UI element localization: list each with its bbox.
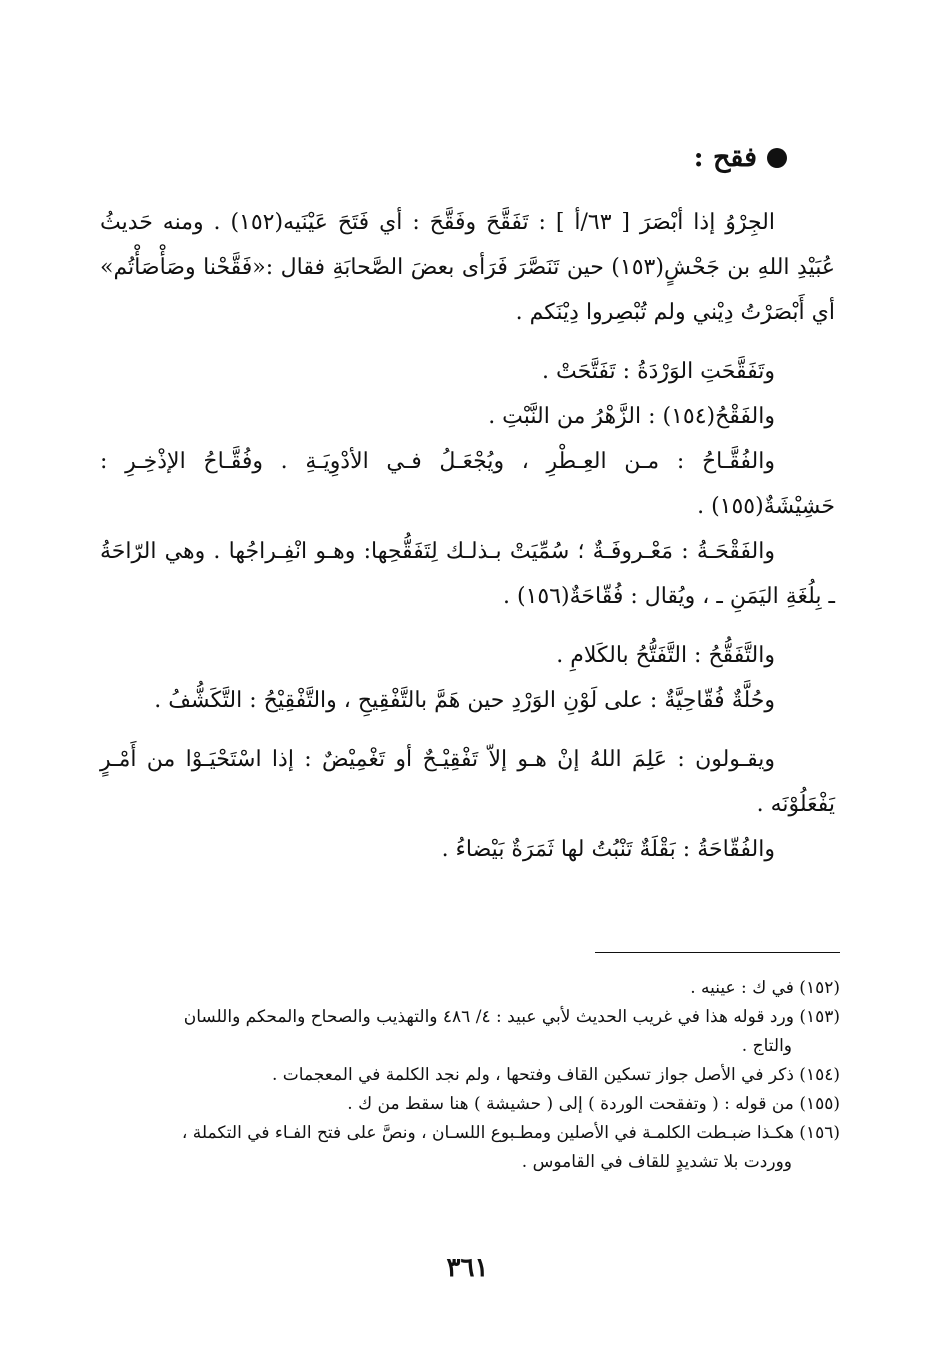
page-number: ٣٦١: [446, 1253, 489, 1283]
footnote-153: (١٥٣) ورد قوله هذا في غريب الحديث لأبي عبيد : ٤/ ٤٨٦ والتهذيب والصحاح والمحكم واللسان: [183, 1007, 840, 1027]
entry-body: [100, 200, 835, 872]
entry-heading-text: فقح :: [693, 142, 757, 173]
paragraph-alfaqh: والفَقْحُ(١٥٤) : الزَّهْرُ من النَّبْتِ .: [488, 404, 775, 429]
paragraph-alfuqqaha: والفُقّاحَةُ : بَقْلَةٌ تَنْبُتُ لها ثَمَرَةٌ بَيْضاءُ .: [441, 837, 775, 862]
footnote-154: (١٥٤) ذكر في الأصل جواز تسكين القاف وفتحها ، ولم نجد الكلمة في المعجمات .: [271, 1065, 840, 1085]
footnote-156: (١٥٦) هكـذا ضبـطت الكلمـة في الأصلين ومطـبوع اللسـان ، ونصَّ على فتح الفـاء في التكملة ،: [181, 1123, 840, 1143]
bullet-icon: [767, 148, 787, 168]
paragraph-tafaqqahat: وتَفَقَّحَتِ الوَرْدَةُ : تَفَتَّحَتْ .: [541, 359, 775, 384]
paragraph-altafaqquh: والتَّفَقُّحُ : التَّفَتُّحُ بالكَلامِ .: [556, 643, 775, 668]
footnotes: [105, 974, 840, 1177]
paragraph-alfuqqah: والفُقَّـاحُ : مـن العِـطْرِ ، ويُجْعَـلُ فـي الأدْوِيَـةِ . وفُقَّـاحُ الإذْخِـرِ : حَشِيْشَةٌ(١٥٥) .: [100, 449, 835, 519]
paragraph-yaqulun: ويقـولون : عَلِمَ اللهُ إنْ هـو إلاّ تَفْقِيْـحٌ أو تَغْمِيْضٌ : إذا اسْتَحْيَـوْا من أَمْـرٍ يَفْعَلُوْنَه .: [100, 747, 835, 817]
footnote-155: (١٥٥) من قوله : ( وتفقحت الوردة ) إلى ( حشيشة ) هنا سقط من ك .: [347, 1094, 840, 1114]
footnote-divider: [595, 952, 840, 953]
footnote-156-continuation: ووردت بلا تشديدٍ للقاف في القاموس .: [521, 1152, 792, 1172]
paragraph-alfaqha: والفَقْحَـةُ : مَعْـروفَـةٌ ؛ سُمِّيَتْ بـذلـك لِتَفَقُّحِها: وهـو انْفِـراجُها . وهي الرّاحَةُ ـ بِلُغَةِ اليَمَنِ ـ ، ويُقال : فُقّاحَةٌ(١٥٦) .: [100, 539, 835, 609]
paragraph-hulla: وحُلَّةٌ فُقّاحِيَّةٌ : على لَوْنِ الوَرْدِ حين هَمَّ بالتَّفْقِيحِ ، والتَّفْقِيْحُ : التَّكَشُّفُ .: [154, 688, 775, 713]
entry-heading: [694, 142, 787, 173]
paragraph-jirw: الجِرْوُ إذا أبْصَرَ [ ٦٣/أ ] : تَفَقَّحَ وفَقَّحَ : أي فَتَحَ عَيْنَيه(١٥٢) . ومنه حَديثُ عُبَيْدِ اللهِ بن جَحْشٍ(١٥٣) حين تَنَصَّرَ فَرَأى بعضَ الصَّحابَةِ فقال :«فَقَّحْنا وصَأْصَأْتُم» أي أَبْصَرْتُ دِيْني ولم تُبْصِروا دِيْنَكم .: [100, 210, 835, 325]
footnote-153-continuation: والتاج .: [741, 1036, 792, 1056]
footnote-152: (١٥٢) في ك : عينيه .: [690, 978, 840, 998]
